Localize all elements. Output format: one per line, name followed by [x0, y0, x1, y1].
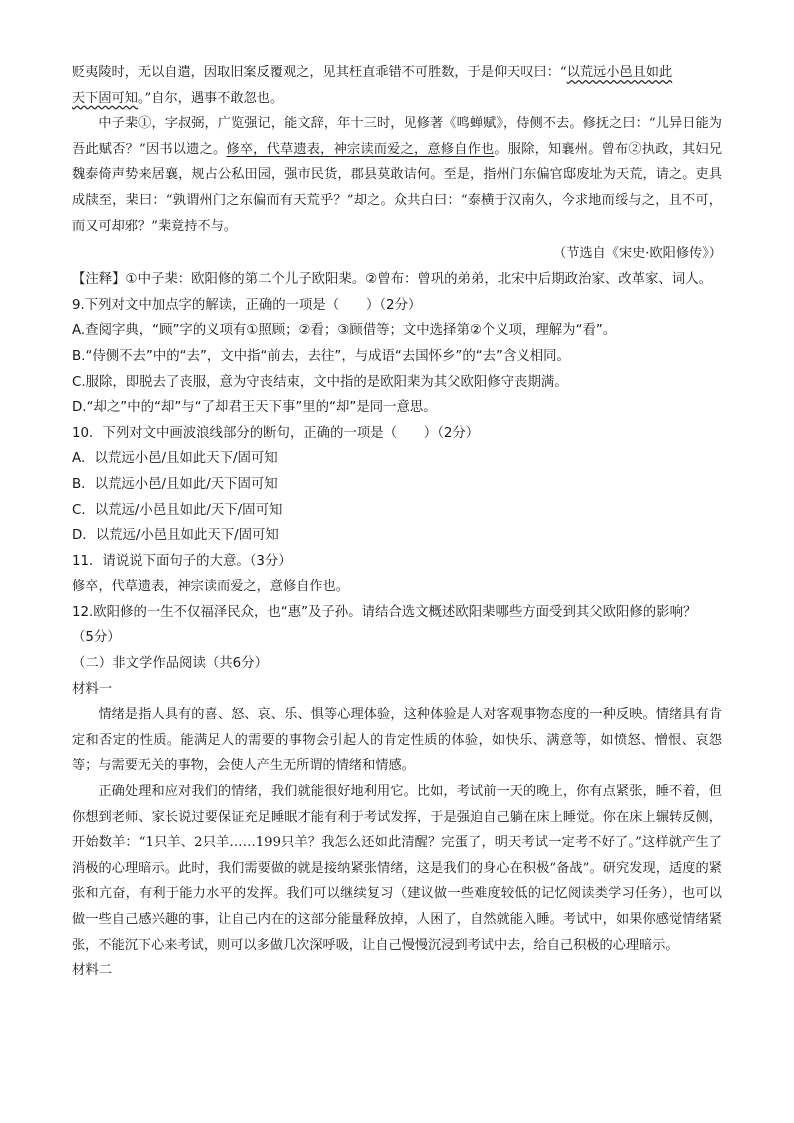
question-10-option-d: D．以荒远/小邑且如此天下/固可知	[72, 528, 279, 544]
wavy-underlined-text: 天下固可知	[72, 90, 138, 106]
question-9-option-b: B.“侍侧不去”中的“去”，文中指“前去，去往”，与成语“去国怀乡”的“去”含义相同。	[72, 348, 570, 364]
question-10-option-c: C．以荒远/小邑且如此/天下/固可知	[72, 502, 283, 518]
passage-paragraph-1	[72, 60, 722, 111]
passage-paragraph-2	[72, 111, 722, 239]
material-1-paragraph-2: 正确处理和应对我们的情绪，我们就能很好地利用它。比如，考试前一天的晚上，你有点紧张，睡不着，但你想到老师、家长说过要保证充足睡眠才能有利于考试发挥，于是强迫自己躺在床上睡觉。你在床上辗转反侧，开始数羊：“1只羊、2只羊……199只羊？我怎么还如此清醒？完蛋了，明天考试一定考不好了。”这样就产生了消极的心理暗示。此时，我们需要做的就是接纳紧张情绪，这是我们的身心在积极“备战”。研究发现，适度的紧张和亢奋，有利于能力水平的发挥。我们可以继续复习（建议做一些难度较低的记忆阅读类学习任务），也可以做一些自己感兴趣的事，让自己内在的这部分能量释放掉，人困了，自然就能入睡。考试中，如果你感觉情绪紧张，不能沉下心来考试，则可以多做几次深呼吸，让自己慢慢沉浸到考试中去，给自己积极的心理暗示。	[72, 784, 722, 953]
question-9-option-a: A.查阅字典，“顾”字的义项有①照顾；②看；③顾借等；文中选择第②个义项，理解为“看”。	[72, 323, 617, 339]
question-12-text: 12.欧阳修的一生不仅福泽民众，也“惠”及子孙。请结合选文概述欧阳棐哪些方面受到其父欧阳修的影响？	[72, 604, 697, 620]
question-10-stem: 10．下列对文中画波浪线部分的断句，正确的一项是（ ）（2分）	[72, 425, 480, 441]
question-9-option-c: C.服除，即脱去了丧服，意为守丧结束，文中指的是欧阳棐为其父欧阳修守丧期满。	[72, 374, 568, 390]
passage-text: 。服除，知襄州。曾布②执政，其妇兄魏泰倚声势来居襄，规占公私田园，强市民货，郡县莫敢诘何。至是，指州门东偏官邸废址为天荒，请之。吏具成牍至，棐曰：“孰谓州门之东偏而有天荒乎？”却之。众共白曰：“泰横于汉南久，今求地而绥与之，且不可，而又可却邪？”棐竟持不与。	[72, 141, 723, 234]
passage-text: 。”自尔，遇事不敢忽也。	[137, 90, 284, 106]
annotation-notes: 【注释】①中子棐：欧阳修的第二个儿子欧阳棐。②曾布：曾巩的弟弟，北宋中后期政治家、改革家、词人。	[72, 272, 712, 288]
material-1-paragraph-1: 情绪是指人具有的喜、怒、哀、乐、惧等心理体验，这种体验是人对客观事物态度的一种反映。情绪具有肯定和否定的性质。能满足人的需要的事物会引起人的肯定性质的体验，如快乐、满意等，如愤怒、憎恨、哀怨等；与需要无关的事物，会使人产生无所谓的情绪和情感。	[72, 707, 722, 774]
passage-text: 贬夷陵时，无以自遣，因取旧案反覆观之，见其枉直乖错不可胜数，于是仰天叹曰：“	[72, 65, 567, 80]
passage-source: （节选自《宋史·欧阳修传》）	[552, 246, 722, 262]
question-9-option-d: D.“却之”中的“却”与“了却君王天下事”里的“却”是同一意思。	[72, 400, 437, 416]
question-12-stem	[72, 600, 722, 651]
underlined-sentence: 修卒，代草遗表，神宗读而爱之，意修自作也	[226, 141, 495, 157]
passage-text: 中子棐①，字叔弼，广览强记，能文辞，年十三时，见修著《鸣蝉赋》，侍侧不去。修抚之曰：“儿异日能为吾此赋否？”因书以遗之。	[72, 116, 722, 157]
material-2-label: 材料二	[72, 963, 113, 979]
question-10-option-b: B．以荒远小邑/且如此/天下固可知	[72, 476, 278, 492]
question-12-score: （5分）	[72, 630, 121, 646]
question-11-sentence: 修卒，代草遗表，神宗读而爱之，意修自作也。	[72, 579, 349, 595]
question-9-stem: 9.下列对文中加点字的解读，正确的一项是（ ）（2分）	[72, 297, 422, 313]
wavy-underlined-text: 以荒远小邑且如此	[566, 65, 673, 80]
question-10-option-a: A．以荒远小邑/且如此天下/固可知	[72, 451, 278, 467]
material-1-label: 材料一	[72, 681, 113, 697]
section-heading: （二）非文学作品阅读（共6分）	[72, 656, 268, 672]
question-11-stem: 11．请说说下面句子的大意。（3分）	[72, 553, 292, 569]
